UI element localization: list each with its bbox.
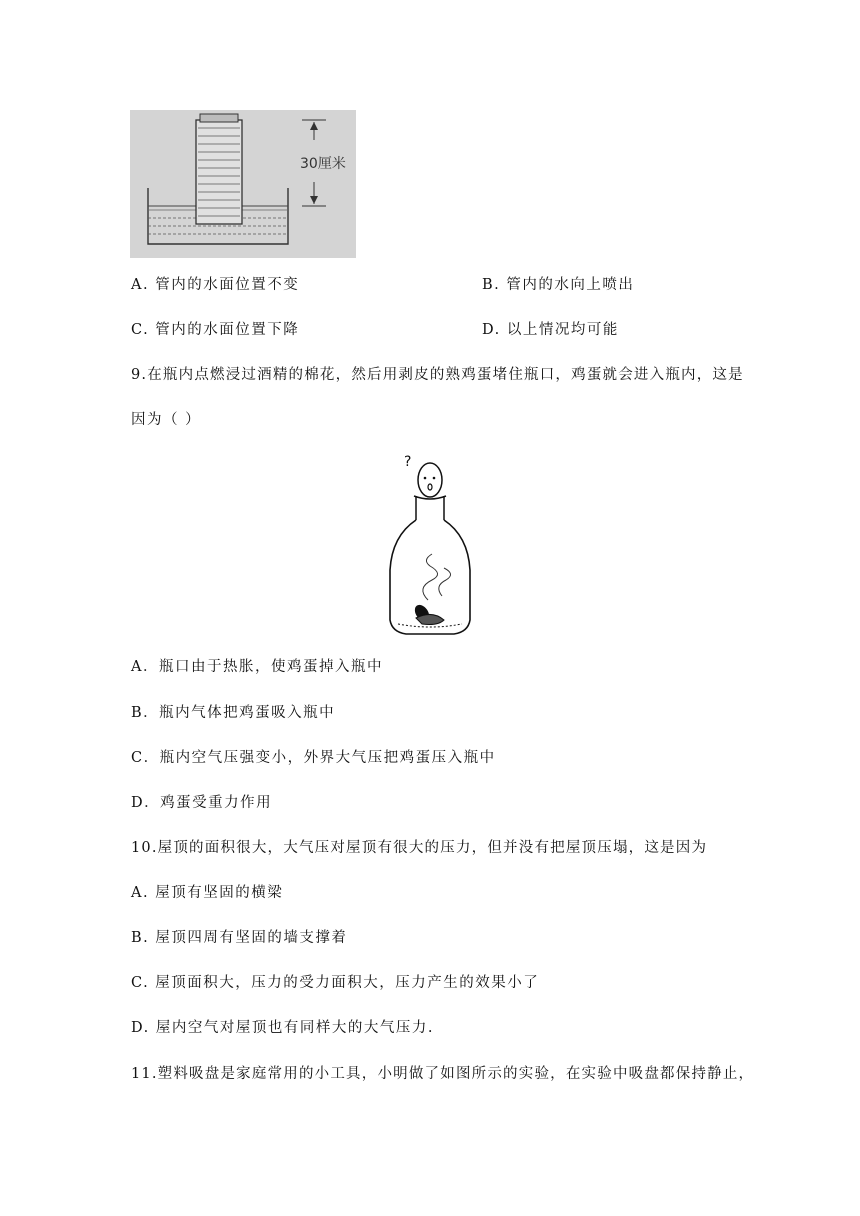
- q11-stem: 11.塑料吸盘是家庭常用的小工具，小明做了如图所示的实验，在实验中吸盘都保持静止，: [131, 1066, 755, 1082]
- q10-option-c: C. 屋顶面积大，压力的受力面积大，压力产生的效果小了: [131, 975, 540, 991]
- q8-option-c: C. 管内的水面位置下降: [131, 322, 300, 338]
- svg-text:?: ?: [404, 454, 412, 470]
- q10-option-a: A. 屋顶有坚固的横梁: [131, 885, 284, 901]
- q8-option-d: D. 以上情况均可能: [482, 322, 619, 338]
- dimension-label: 30厘米: [300, 156, 346, 172]
- egg-bottle-figure: [380, 450, 476, 640]
- q9-option-d: D．鸡蛋受重力作用: [131, 795, 273, 811]
- tube-in-water-figure: [130, 110, 356, 258]
- q9-option-b: B．瓶内气体把鸡蛋吸入瓶中: [131, 705, 336, 721]
- q9-option-a: A．瓶口由于热胀，使鸡蛋掉入瓶中: [131, 659, 383, 675]
- q9-option-c: C．瓶内空气压强变小，外界大气压把鸡蛋压入瓶中: [131, 750, 496, 766]
- q8-option-a: A. 管内的水面位置不变: [131, 277, 300, 293]
- q10-stem: 10.屋顶的面积很大，大气压对屋顶有很大的压力，但并没有把屋顶压塌，这是因为: [131, 840, 708, 856]
- q10-option-b: B. 屋顶四周有坚固的墙支撑着: [131, 930, 348, 946]
- q9-stem-line2: 因为（ ）: [131, 412, 202, 428]
- q10-option-d: D. 屋内空气对屋顶也有同样大的大气压力.: [131, 1020, 434, 1036]
- q8-option-b: B. 管内的水向上喷出: [482, 277, 635, 293]
- q9-stem-line1: 9.在瓶内点燃浸过酒精的棉花，然后用剥皮的熟鸡蛋堵住瓶口，鸡蛋就会进入瓶内，这是: [131, 367, 744, 383]
